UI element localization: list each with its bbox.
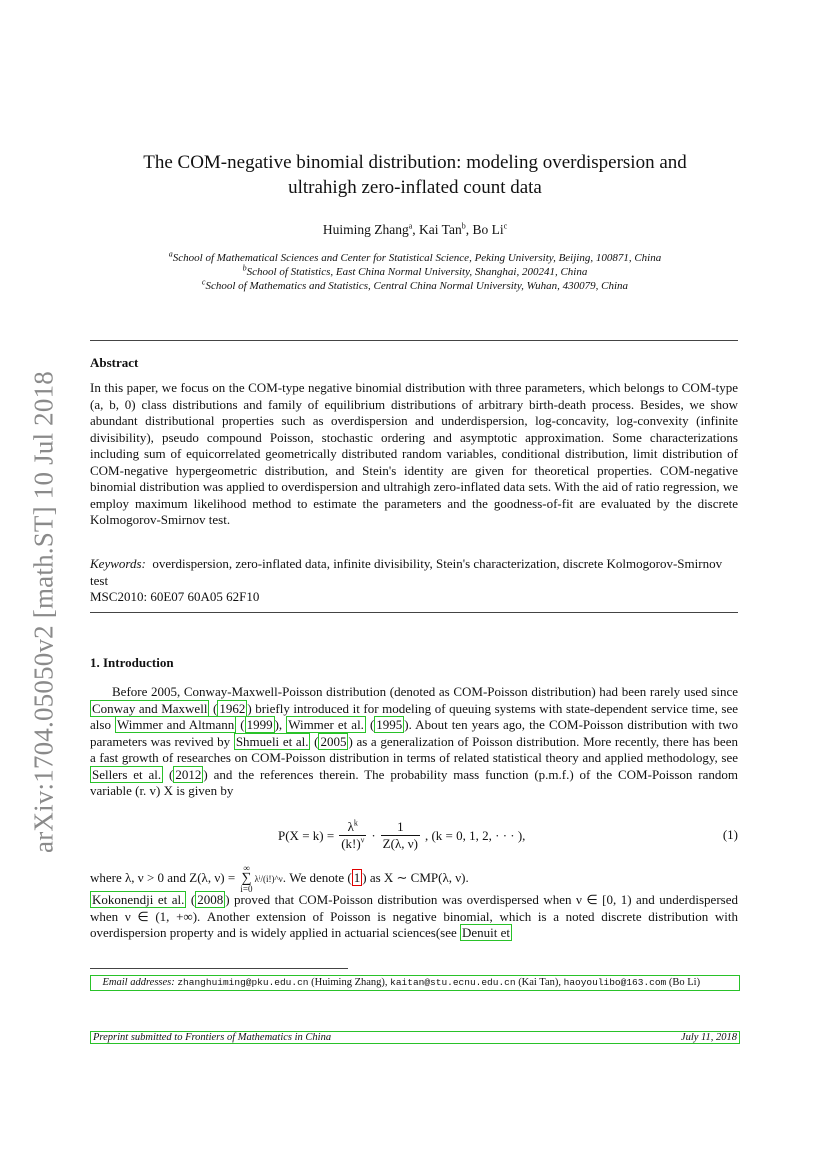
text-run: Before 2005, Conway-Maxwell-Poisson distribution (denoted as COM-Poisson distribution) had been rarely used since	[112, 684, 738, 699]
preprint-footer[interactable]	[90, 1031, 740, 1044]
email-link[interactable]: zhanghuiming@pku.edu.cn	[177, 977, 309, 988]
keywords-block	[90, 556, 738, 589]
numerator-text: λ	[347, 819, 354, 834]
affiliation-mark: a	[168, 249, 173, 259]
where-line	[90, 864, 738, 894]
keywords-text: overdispersion, zero-inflated data, infinite divisibility, Stein's characterization, discrete Kolmogorov-Smirnov test	[90, 556, 723, 588]
author-name: Kai Tan	[419, 222, 462, 237]
fraction-normalizer	[381, 819, 420, 852]
abstract-body: In this paper, we focus on the COM-type negative binomial distribution with three parameters, which belongs to COM-type (a, b, 0) class distributions and family of equilibrium distributions of arbitrary birth-death process. Besides, we show abundant distributional properties such as overdispersion and underdispersion, log-concavity, log-convexity (infinite divisibility), pseudo compound Poisson, stochastic ordering and asymptotic approximation. Some characterizations including sum of equicorrelated geometrically distributed random variables, conditional distribution, limit distribution of COM-negative hypergeometric distribution, and Stein's identity are given for theoretical properties. COM-negative binomial distribution was applied to overdispersion and ultrahigh zero-inflated data sets. With the aid of ratio regression, we employ maximum likelihood method to estimate the parameters and the goodness-of-fit are evaluated by the discrete Kolmogorov-Smirnov test.	[90, 380, 738, 527]
section-heading-introduction: 1. Introduction	[90, 655, 174, 670]
paper-title	[90, 150, 740, 200]
affiliation-text: School of Mathematics and Statistics, Central China Normal University, Wuhan, 430079, China	[205, 280, 629, 292]
affiliation-mark: b	[242, 263, 247, 273]
author-name: Bo Li	[472, 222, 504, 237]
citation-link[interactable]: Kokonendji et al.	[92, 892, 185, 907]
citation-link[interactable]: Wimmer et al.	[288, 717, 364, 732]
text-run: (	[236, 717, 245, 732]
email-link[interactable]: haoyoulibo@163.com	[563, 977, 667, 988]
text-run: ) as a generalization of Poisson distribution. More recently, there has been a fast growth of researches on COM-Poisson distribution in terms of related statistical theory and applied methodology, see	[90, 733, 738, 765]
affiliation-list	[90, 251, 740, 293]
sum-upper-limit: ∞	[243, 863, 250, 873]
text-run: ),	[274, 717, 287, 732]
email-owner: (Kai Tan),	[518, 977, 561, 988]
citation-year-link[interactable]: 1995	[376, 717, 403, 732]
text-run: (	[365, 717, 375, 732]
author-name: Huiming Zhang	[322, 222, 409, 237]
title-line-1: The COM-negative binomial distribution: modeling overdispersion and	[143, 152, 687, 173]
equation-1	[90, 815, 738, 855]
text-run: ) briefly introduced it for modeling of queuing systems with state-dependent service time, see also	[90, 700, 738, 732]
fraction-lambda-over-factorial	[339, 819, 366, 852]
text-run: (	[186, 892, 196, 907]
author-mark: b	[461, 221, 466, 231]
denominator-exponent: ν	[360, 835, 365, 845]
footnote-emails	[90, 975, 740, 991]
affiliation-text: School of Mathematical Sciences and Center for Statistical Science, Peking University, Beijing, 100871, China	[172, 252, 662, 264]
fraction-denominator: Z(λ, ν)	[382, 836, 418, 851]
intro-paragraph-1	[90, 684, 738, 800]
footnote-divider	[90, 968, 348, 969]
text-run: ) and the references therein. The probability mass function (p.m.f.) of the COM-Poisson random variable (r. v) X is given by	[90, 766, 738, 798]
keywords-label: Keywords:	[90, 556, 146, 571]
citation-link[interactable]: Sellers et al.	[92, 766, 162, 782]
affiliation-text: School of Statistics, East China Normal University, Shanghai, 200241, China	[246, 266, 588, 278]
citation-year-link[interactable]: 1999	[246, 717, 273, 732]
sum-lower-limit: i=0	[240, 884, 253, 894]
citation-year-link[interactable]: 2012	[175, 766, 202, 782]
email-owner: (Huiming Zhang),	[311, 977, 388, 988]
text-run: (	[163, 766, 174, 782]
citation-year-link[interactable]: 2005	[320, 733, 347, 749]
equation-lhs: P(X = k) =	[278, 827, 335, 843]
email-label: Email addresses:	[102, 977, 175, 988]
fraction-numerator: 1	[397, 819, 404, 834]
citation-link[interactable]: Wimmer and Altmann	[116, 717, 235, 732]
preprint-venue: Preprint submitted to Frontiers of Mathematics in China	[93, 1032, 332, 1043]
citation-link[interactable]: Conway and Maxwell	[92, 700, 208, 716]
summation-symbol	[240, 864, 252, 894]
equation-number: (1)	[722, 827, 738, 842]
author-list: Huiming Zhang$^a$, Kai Tan$^b$, Bo Li$^c$	[322, 221, 508, 237]
equation-reference-link[interactable]: 1	[353, 869, 361, 885]
sigma-glyph: ∑	[241, 871, 252, 886]
fraction-denominator	[339, 835, 366, 852]
text-run: (	[209, 700, 218, 716]
title-line-2: ultrahigh zero-inflated count data	[288, 177, 542, 198]
text-run: ) proved that COM-Poisson distribution was overdispersed when ν ∈ [0, 1) and underdispersed when ν ∈ (1, +∞). Another extension of Poisson is negative binomial, which is a noted discrete distribution with overdispersion property and is widely applied in actuarial sciences(see	[90, 892, 738, 940]
text-run: ). About ten years ago, the COM-Poisson distribution with two parameters was revived by	[90, 717, 738, 749]
abstract-heading: Abstract	[90, 355, 139, 370]
affiliation-item	[90, 279, 740, 293]
text-run: . We denote (	[282, 869, 352, 885]
fraction-numerator	[346, 819, 360, 835]
email-link[interactable]: kaitan@stu.ecnu.edu.cn	[390, 977, 516, 988]
email-owner: (Bo Li)	[668, 977, 701, 988]
author-mark: a	[408, 221, 413, 231]
text-run: where λ, ν > 0 and Z(λ, ν) =	[90, 869, 239, 885]
affiliation-item	[90, 251, 740, 265]
equation-tail: , (k = 0, 1, 2, · · · ),	[424, 827, 526, 843]
arxiv-identifier-stamp: arXiv:1704.05050v2 [math.ST] 10 Jul 2018	[28, 371, 59, 853]
preprint-date: July 11, 2018	[680, 1032, 737, 1043]
abstract-top-divider	[90, 340, 738, 341]
author-mark: c	[503, 221, 508, 231]
affiliation-mark: c	[201, 277, 206, 287]
text-run: ) as X ∼ CMP(λ, ν).	[362, 869, 469, 885]
intro-paragraph-2	[90, 892, 738, 942]
citation-year-link[interactable]: 2008	[197, 892, 224, 907]
multiply-dot: ·	[371, 827, 376, 843]
citation-link[interactable]: Denuit et	[462, 925, 511, 940]
numerator-exponent: k	[353, 818, 358, 828]
text-run: (	[310, 733, 319, 749]
abstract-bottom-divider	[90, 612, 738, 613]
sum-term: λⁱ/(i!)^ν	[254, 873, 283, 884]
citation-year-link[interactable]: 1962	[219, 700, 246, 716]
equation-body	[278, 819, 525, 852]
msc-codes: MSC2010: 60E07 60A05 62F10	[90, 589, 260, 604]
affiliation-item	[90, 265, 740, 279]
citation-link[interactable]: Shmueli et al.	[235, 733, 309, 749]
denominator-text: (k!)	[341, 836, 361, 851]
